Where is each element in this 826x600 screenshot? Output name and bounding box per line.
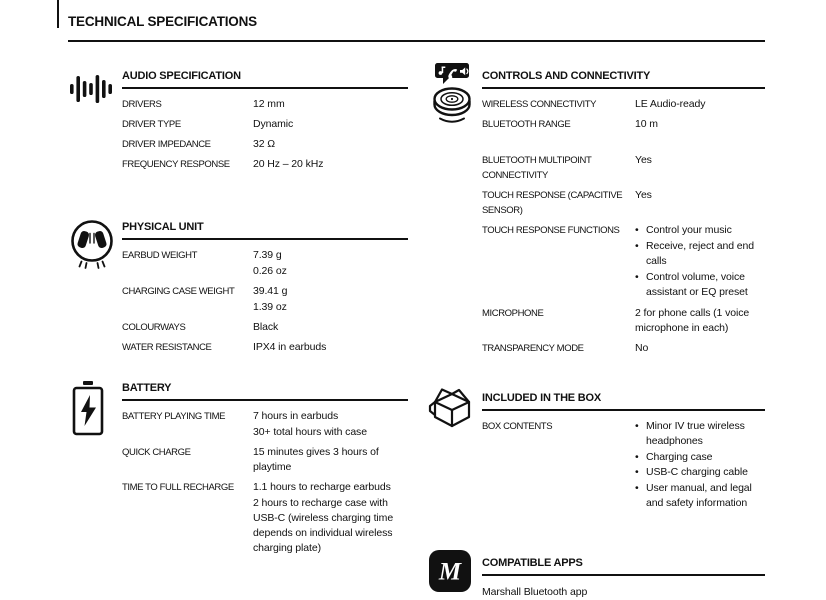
spec-row-driver-impedance [122,137,408,152]
section-title: COMPATIBLE APPS [482,557,765,576]
earbud-controls-icon [428,70,482,361]
spec-row-bluetooth-range [482,117,765,132]
spec-value-line: 2 hours to recharge case with USB-C (wireless charging time depends on individual wireless charging plate) [253,497,394,554]
spec-row-wireless-connectivity [482,97,765,112]
spec-row-quick-charge [122,445,408,475]
right-column [428,70,765,600]
compatible-app-name: Marshall Bluetooth app [482,585,588,598]
spec-value-line: Yes [635,189,652,201]
bullet-item [635,239,765,270]
spec-row-microphone [482,306,765,336]
spec-value-line: 1.1 hours to recharge earbuds [253,481,391,493]
spec-row-battery-playing-time [122,409,408,440]
spec-value-line: LE Audio-ready [635,98,706,110]
spec-value-line: Black [253,321,279,333]
spec-row-box-contents [482,419,765,512]
page-title: TECHNICAL SPECIFICATIONS [68,14,257,29]
spec-value [253,480,408,556]
spec-value [635,341,765,356]
bullet-dot: • [635,466,639,478]
spec-value-line: IPX4 in earbuds [253,341,327,353]
spec-label: MICROPHONE [482,307,544,319]
spec-value-line: 0.26 oz [253,265,287,277]
spec-label: WIRELESS CONNECTIVITY [482,99,597,110]
spec-row-charging-case-weight [122,284,408,315]
spec-label: TOUCH RESPONSE FUNCTIONS [482,225,620,236]
marshall-logo-icon [428,557,482,600]
spec-value [253,248,408,279]
spec-value-line: 7 hours in earbuds [253,410,339,422]
spec-value-line: 12 mm [253,98,285,110]
spec-label: COLOURWAYS [122,322,186,333]
spec-value [253,320,408,335]
section-controls-and-connectivity [428,70,765,361]
spec-value-line: 1.39 oz [253,301,287,313]
spec-row-time-to-full-recharge [122,480,408,556]
section-title: AUDIO SPECIFICATION [122,70,408,89]
spec-label: BATTERY PLAYING TIME [122,411,226,422]
left-column [68,70,408,600]
spec-value [635,306,765,336]
section-included-in-the-box [428,392,765,517]
spec-row-water-resistance [122,340,408,355]
title-divider [68,40,765,42]
spec-label: QUICK CHARGE [122,447,191,458]
spec-row-drivers [122,97,408,112]
spec-value [253,284,408,315]
bullet-text: User manual, and legal and safety information [646,481,752,509]
spec-row-colourways [122,320,408,335]
bullet-dot: • [635,224,639,236]
bullet-text: Control your music [646,224,732,236]
battery-icon [68,382,122,561]
spec-row-driver-type [122,117,408,132]
bullet-item [635,481,765,512]
spec-label: CHARGING CASE WEIGHT [122,286,235,297]
spec-value-line: 7.39 g [253,249,282,261]
spec-value [253,157,408,172]
bullet-text: Minor IV true wireless headphones [646,419,745,447]
spec-value [635,117,765,132]
spec-label: TRANSPARENCY MODE [482,342,584,354]
bullet-item [635,419,765,450]
spec-label: TIME TO FULL RECHARGE [122,482,234,493]
spec-label: FREQUENCY RESPONSE [122,159,230,170]
bullet-item [635,465,765,481]
bullet-dot: • [635,270,639,283]
spec-value-line: No [635,341,649,354]
spec-value [635,419,765,512]
section-title: CONTROLS AND CONNECTIVITY [482,70,765,89]
spec-value [635,223,765,301]
bullet-item [635,450,765,466]
spec-columns [68,70,765,600]
earbuds-icon [68,221,122,360]
section-battery [68,382,408,561]
bullet-dot: • [635,450,639,463]
spec-value [253,409,408,440]
spec-label: TOUCH RESPONSE (CAPACITIVE SENSOR) [482,190,623,216]
spec-label: DRIVER TYPE [122,119,181,130]
section-title: PHYSICAL UNIT [122,221,408,240]
bullet-text: Receive, reject and end calls [646,239,755,267]
spec-value [253,137,408,152]
bullet-dot: • [635,239,639,252]
spec-label: BLUETOOTH RANGE [482,119,571,130]
spec-row-frequency-response [122,157,408,172]
bullet-text: Charging case [646,450,713,463]
spec-row-transparency-mode [482,341,765,356]
page-edge-mark [57,0,59,28]
section-audio-specification [68,70,408,177]
spec-value-line: 15 minutes gives 3 hours of playtime [253,446,379,473]
spec-row-bluetooth-multipoint [482,153,765,183]
waveform-icon [68,70,122,177]
spec-label: WATER RESISTANCE [122,342,212,353]
spec-value [635,188,765,218]
spec-value-line: 2 for phone calls (1 voice microphone in each) [635,306,750,334]
spec-value-line: 32 Ω [253,138,276,150]
spec-value [253,445,408,475]
open-box-icon [428,392,482,517]
spec-label: DRIVER IMPEDANCE [122,139,211,150]
section-title: INCLUDED IN THE BOX [482,392,765,411]
spec-label: BOX CONTENTS [482,420,553,432]
section-compatible-apps [428,557,765,600]
spec-label: BLUETOOTH MULTIPOINT CONNECTIVITY [482,155,592,181]
spec-value-line: 10 m [635,118,658,130]
spec-value [635,97,765,112]
spec-row-touch-response [482,188,765,218]
bullet-dot: • [635,481,639,494]
bullet-text: USB-C charging cable [646,466,748,478]
spec-row-touch-response-functions [482,223,765,301]
section-physical-unit [68,221,408,360]
bullet-dot: • [635,419,639,432]
spec-value-line: 39.41 g [253,285,288,297]
spec-value [635,153,765,183]
spec-value-line: 30+ total hours with case [253,426,367,438]
bullet-text: Control volume, voice assistant or EQ preset [646,270,748,298]
spec-label: EARBUD WEIGHT [122,250,198,261]
bullet-item [635,223,765,239]
spec-row-earbud-weight [122,248,408,279]
spec-value-line: 20 Hz – 20 kHz [253,158,324,170]
svg-text:M: M [438,558,462,585]
section-title: BATTERY [122,382,408,401]
spec-value [253,340,408,355]
spec-value [253,97,408,112]
spec-value-line: Dynamic [253,118,294,130]
spec-label: DRIVERS [122,99,162,110]
spec-value [253,117,408,132]
spec-value-line: Yes [635,154,652,166]
bullet-item [635,270,765,301]
